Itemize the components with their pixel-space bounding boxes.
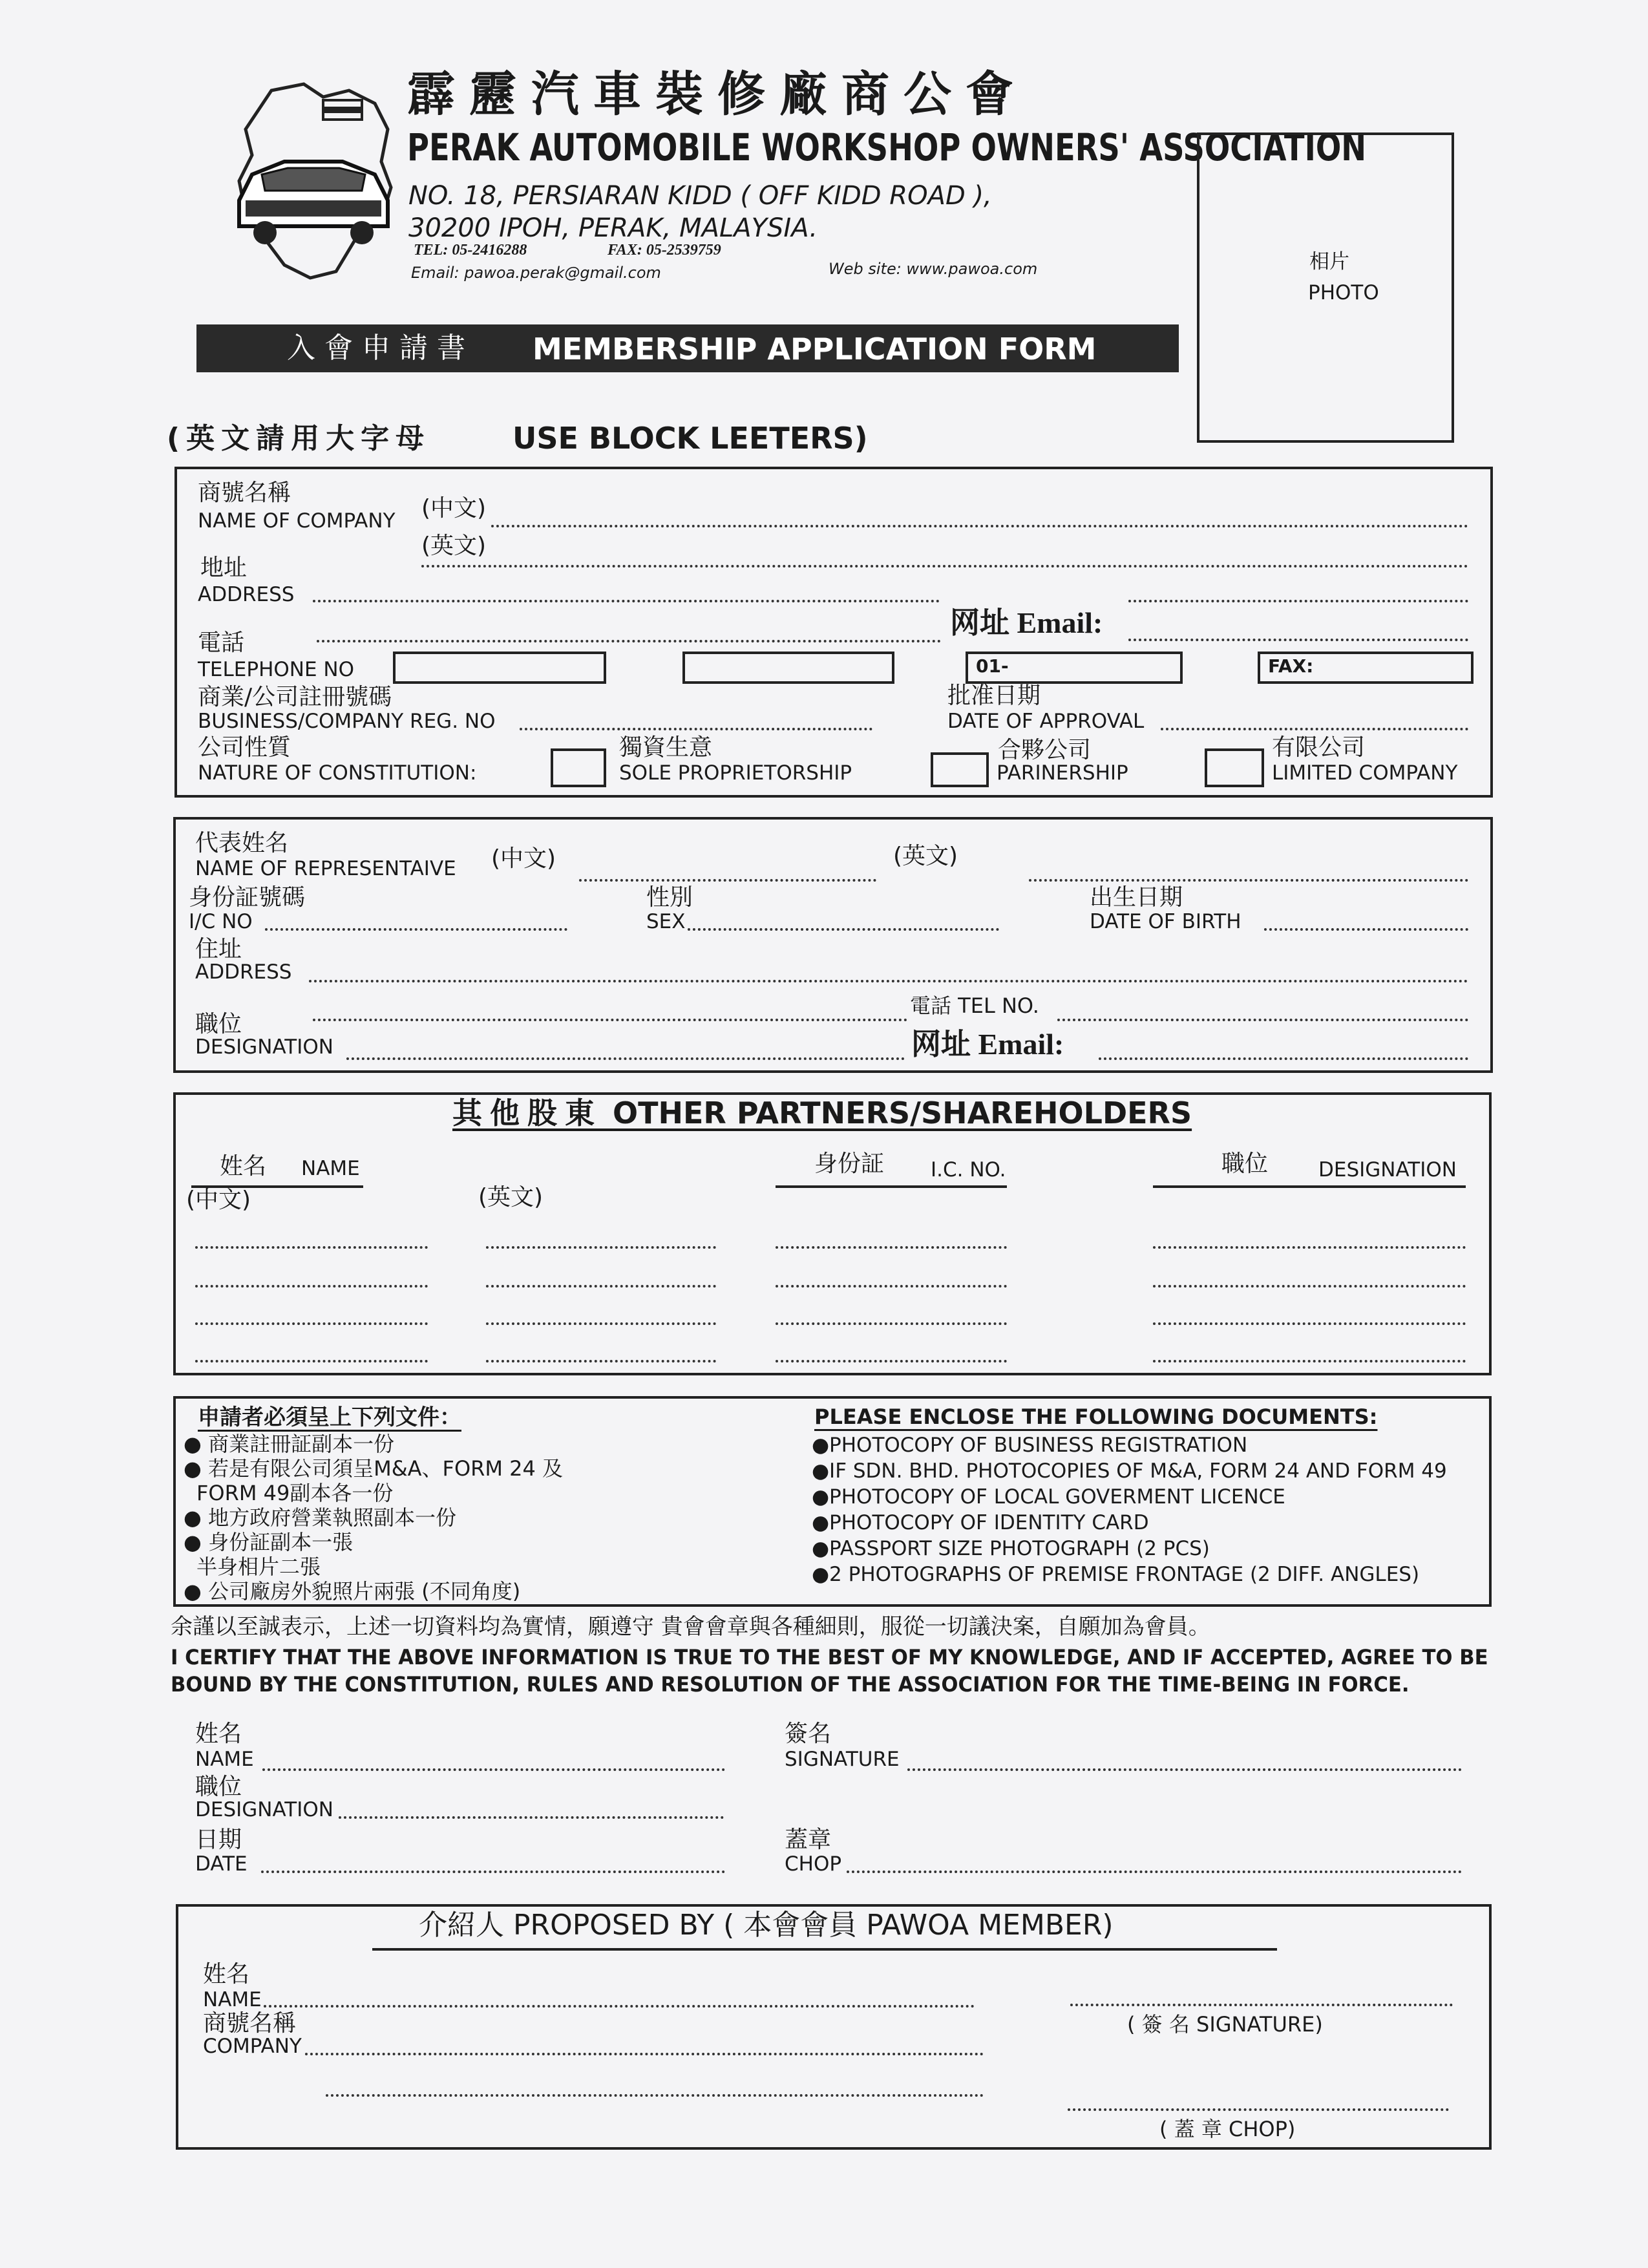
partner-row-1-ic[interactable]	[776, 1246, 1007, 1249]
tel-number: TEL: 05-2416288	[414, 242, 527, 259]
partner-row-3-name-en[interactable]	[486, 1322, 716, 1325]
proposer-company-field-2[interactable]	[326, 2094, 984, 2097]
applicant-designation-label-en: DESIGNATION	[195, 1798, 333, 1821]
partner-row-4-name-en[interactable]	[486, 1360, 716, 1362]
proposer-company-label-cn: 商號名稱	[203, 2010, 297, 2037]
proposer-name-field[interactable]	[264, 2005, 975, 2008]
rep-address-label-cn: 住址	[195, 936, 242, 962]
telephone-label-cn: 電話	[198, 630, 245, 656]
address-field-2[interactable]	[317, 640, 941, 642]
rep-address-field-1[interactable]	[309, 980, 1468, 982]
proposer-title-underline	[372, 1948, 1277, 1951]
doc-en-item: ●IF SDN. BHD. PHOTOCOPIES OF M&A, FORM 24 AND FORM 49	[812, 1459, 1447, 1483]
proposer-company-field-1[interactable]	[305, 2053, 984, 2055]
doc-en-item: ●PHOTOCOPY OF IDENTITY CARD	[812, 1511, 1149, 1534]
documents-title-en: PLEASE ENCLOSE THE FOLLOWING DOCUMENTS:	[814, 1404, 1378, 1429]
association-logo	[226, 78, 401, 284]
partners-title-cn: 其他股東	[452, 1096, 602, 1130]
partner-row-4-designation[interactable]	[1153, 1360, 1466, 1362]
partner-row-2-designation[interactable]	[1153, 1285, 1466, 1288]
ic-field[interactable]	[265, 928, 567, 931]
sole-proprietorship-checkbox[interactable]	[551, 748, 606, 787]
approval-label-en: DATE OF APPROVAL	[947, 710, 1145, 733]
company-name-chinese-field[interactable]	[491, 525, 1468, 527]
company-name-english-tag: (英文)	[421, 533, 487, 559]
partnership-label-en: PARINERSHIP	[997, 761, 1128, 785]
declaration-en-1: I CERTIFY THAT THE ABOVE INFORMATION IS TRUE TO THE BEST OF MY KNOWLEDGE, AND IF ACCEPTED, AGREE TO BE	[171, 1645, 1488, 1669]
sex-label-cn: 性別	[646, 884, 693, 911]
address-field-1b[interactable]	[1128, 600, 1468, 602]
partner-row-2-ic[interactable]	[776, 1285, 1007, 1288]
date-field[interactable]	[261, 1871, 725, 1873]
company-name-label-en: NAME OF COMPANY	[198, 509, 396, 533]
limited-label-cn: 有限公司	[1272, 734, 1366, 761]
partner-english-tag: (英文)	[478, 1184, 544, 1211]
reg-no-label-cn: 商業/公司註冊號碼	[198, 684, 392, 710]
col-desig-en: DESIGNATION	[1318, 1158, 1457, 1182]
fax-number: FAX: 05-2539759	[607, 242, 721, 259]
col-desig-underline	[1153, 1185, 1466, 1188]
email-address: Email: pawoa.perak@gmail.com	[411, 264, 661, 282]
doc-cn-item: 半身相片二張	[196, 1554, 321, 1579]
partnership-checkbox[interactable]	[931, 752, 989, 787]
block-letters-en: USE BLOCK LEETERS)	[512, 421, 868, 456]
applicant-name-label-en: NAME	[195, 1748, 254, 1771]
reg-no-label-en: BUSINESS/COMPANY REG. NO	[198, 710, 496, 733]
partners-section	[173, 1092, 1492, 1375]
proposer-title: 介紹人 PROPOSED BY ( 本會會員 PAWOA MEMBER)	[419, 1909, 1114, 1942]
company-name-chinese-tag: (中文)	[421, 495, 487, 522]
designation-field[interactable]	[346, 1057, 905, 1060]
doc-cn-item: ● 公司廠房外貌照片兩張 (不同角度)	[184, 1579, 521, 1604]
partner-row-4-name-cn[interactable]	[195, 1360, 428, 1362]
telephone-box-2[interactable]	[682, 652, 894, 684]
company-name-english-field[interactable]	[421, 565, 1468, 567]
doc-cn-item: ● 地方政府營業執照副本一份	[184, 1505, 457, 1530]
partners-title	[452, 1097, 1192, 1129]
banner-english: MEMBERSHIP APPLICATION FORM	[533, 332, 1097, 366]
col-name-en: NAME	[301, 1157, 360, 1180]
rep-name-label-cn: 代表姓名	[195, 830, 289, 856]
constitution-label-en: NATURE OF CONSTITUTION:	[198, 761, 477, 785]
partner-row-1-name-cn[interactable]	[195, 1246, 428, 1249]
rep-name-english-field[interactable]	[1029, 879, 1468, 882]
rep-name-chinese-tag: (中文)	[491, 845, 556, 872]
sex-field[interactable]	[688, 928, 999, 931]
dob-label-cn: 出生日期	[1090, 884, 1183, 911]
dob-field[interactable]	[1264, 928, 1468, 931]
ic-label-cn: 身份証號碼	[189, 884, 306, 911]
rep-email-field[interactable]	[1099, 1057, 1468, 1060]
address-field-1[interactable]	[313, 600, 940, 602]
title-english: PERAK AUTOMOBILE WORKSHOP OWNERS' ASSOCIATION	[407, 125, 1367, 169]
col-ic-en: I.C. NO.	[931, 1158, 1006, 1182]
banner-chinese: 入會申請書	[287, 332, 474, 365]
ic-label-en: I/C NO	[189, 910, 253, 933]
doc-en-item: ●PHOTOCOPY OF LOCAL GOVERMENT LICENCE	[812, 1485, 1285, 1509]
partner-row-2-name-cn[interactable]	[195, 1285, 428, 1288]
signature-label-cn: 簽名	[785, 1721, 832, 1747]
proposer-name-label-cn: 姓名	[203, 1961, 250, 1987]
photo-box	[1197, 132, 1454, 443]
partner-row-4-ic[interactable]	[776, 1360, 1007, 1362]
doc-cn-item: ● 商業註冊証副本一份	[184, 1432, 395, 1456]
rep-email-label: 网址 Email:	[911, 1028, 1064, 1061]
telephone-box-1[interactable]	[393, 652, 606, 684]
partner-row-1-designation[interactable]	[1153, 1246, 1466, 1249]
declaration-en-2: BOUND BY THE CONSTITUTION, RULES AND RESOLUTION OF THE ASSOCIATION FOR THE TIME-BEING IN FORCE.	[171, 1672, 1410, 1697]
company-name-label-cn: 商號名稱	[198, 480, 291, 506]
proposer-chop-field[interactable]	[1068, 2108, 1449, 2111]
chop-field[interactable]	[847, 1871, 1462, 1873]
title-chinese: 霹靂汽車裝修廠商公會	[407, 67, 1028, 122]
proposer-name-label-en: NAME	[203, 1988, 262, 2011]
col-desig-cn: 職位	[1221, 1150, 1269, 1177]
rep-address-label-en: ADDRESS	[195, 960, 292, 984]
declaration-cn: 余謹以至誠表示，上述一切資料均為實情，願遵守 貴會會章與各種細則，服從一切議決案，自願加為會員。	[171, 1614, 1210, 1640]
col-ic-underline	[776, 1185, 1007, 1188]
partnership-label-cn: 合夥公司	[998, 737, 1092, 763]
company-email-label: 网址 Email:	[950, 606, 1103, 639]
mobile-box[interactable]	[966, 652, 1183, 684]
chop-label-cn: 蓋章	[785, 1827, 832, 1853]
partner-row-1-name-en[interactable]	[486, 1246, 716, 1249]
partner-row-3-designation[interactable]	[1153, 1322, 1466, 1325]
doc-cn-item: ● 身份証副本一張	[184, 1530, 354, 1554]
partner-row-3-ic[interactable]	[776, 1322, 1007, 1325]
partner-row-3-name-cn[interactable]	[195, 1322, 428, 1325]
rep-name-chinese-field[interactable]	[579, 879, 876, 882]
block-letters-cn: (英文請用大字母	[167, 422, 431, 455]
fax-label: FAX:	[1268, 655, 1314, 677]
telephone-label-en: TELEPHONE NO	[198, 658, 355, 681]
applicant-name-field[interactable]	[262, 1768, 725, 1771]
applicant-designation-field[interactable]	[339, 1816, 724, 1819]
doc-en-item: ●PASSPORT SIZE PHOTOGRAPH (2 PCS)	[812, 1537, 1210, 1560]
doc-en-item: ●2 PHOTOGRAPHS OF PREMISE FRONTAGE (2 DIFF. ANGLES)	[812, 1563, 1420, 1586]
applicant-designation-label-cn: 職位	[195, 1774, 242, 1800]
partners-title-en: OTHER PARTNERS/SHAREHOLDERS	[613, 1096, 1192, 1130]
form-title-banner	[196, 324, 1179, 372]
documents-title-cn: 申請者必須呈上下列文件：	[198, 1404, 461, 1430]
constitution-label-cn: 公司性質	[198, 734, 291, 761]
address-line-2: 30200 IPOH, PERAK, MALAYSIA.	[408, 213, 818, 243]
approval-date-field[interactable]	[1161, 728, 1468, 730]
proposer-signature-field[interactable]	[1070, 2004, 1453, 2006]
website: Web site: www.pawoa.com	[829, 260, 1038, 278]
approval-label-cn: 批准日期	[947, 683, 1041, 709]
sole-label-en: SOLE PROPRIETORSHIP	[619, 761, 852, 785]
rep-tel-label: 電話 TEL NO.	[910, 993, 1039, 1018]
fax-box[interactable]	[1258, 652, 1474, 684]
partner-row-2-name-en[interactable]	[486, 1285, 716, 1288]
designation-label-en: DESIGNATION	[195, 1035, 333, 1059]
reg-no-field[interactable]	[520, 728, 872, 730]
doc-en-item: ●PHOTOCOPY OF BUSINESS REGISTRATION	[812, 1434, 1248, 1457]
proposer-signature-label: ( 簽 名 SIGNATURE)	[1127, 2012, 1323, 2037]
address-label-cn: 地址	[200, 555, 248, 581]
doc-cn-item: FORM 49副本各一份	[196, 1481, 394, 1505]
partner-chinese-tag: (中文)	[186, 1187, 251, 1213]
proposer-chop-label: ( 蓋 章 CHOP)	[1159, 2117, 1296, 2141]
representative-section	[173, 817, 1493, 1073]
rep-name-label-en: NAME OF REPRESENTAIVE	[195, 857, 456, 880]
photo-label-cn: 相片	[1309, 250, 1349, 273]
rep-address-field-2[interactable]	[313, 1019, 907, 1021]
photo-label-en: PHOTO	[1308, 281, 1379, 304]
signature-label-en: SIGNATURE	[785, 1748, 900, 1771]
date-label-cn: 日期	[195, 1827, 242, 1853]
signature-field[interactable]	[907, 1768, 1462, 1771]
company-email-field[interactable]	[1128, 639, 1468, 641]
address-line-1: NO. 18, PERSIARAN KIDD ( OFF KIDD ROAD ),	[408, 181, 992, 211]
sole-label-cn: 獨資生意	[619, 734, 713, 761]
dob-label-en: DATE OF BIRTH	[1090, 910, 1241, 933]
rep-tel-field[interactable]	[1057, 1019, 1468, 1021]
col-name-cn: 姓名	[220, 1153, 267, 1180]
col-ic-cn: 身份証	[814, 1150, 885, 1177]
mobile-prefix: 01-	[976, 655, 1009, 677]
proposer-company-label-en: COMPANY	[203, 2035, 302, 2058]
sex-label-en: SEX	[646, 910, 686, 933]
limited-label-en: LIMITED COMPANY	[1272, 761, 1458, 785]
address-label-en: ADDRESS	[198, 583, 295, 606]
designation-label-cn: 職位	[195, 1011, 242, 1037]
chop-label-en: CHOP	[785, 1852, 842, 1876]
applicant-name-label-cn: 姓名	[195, 1721, 242, 1747]
date-label-en: DATE	[195, 1852, 248, 1876]
rep-name-english-tag: (英文)	[893, 843, 958, 869]
limited-company-checkbox[interactable]	[1205, 748, 1264, 787]
doc-cn-item: ● 若是有限公司須呈M&A、FORM 24 及	[184, 1456, 564, 1481]
